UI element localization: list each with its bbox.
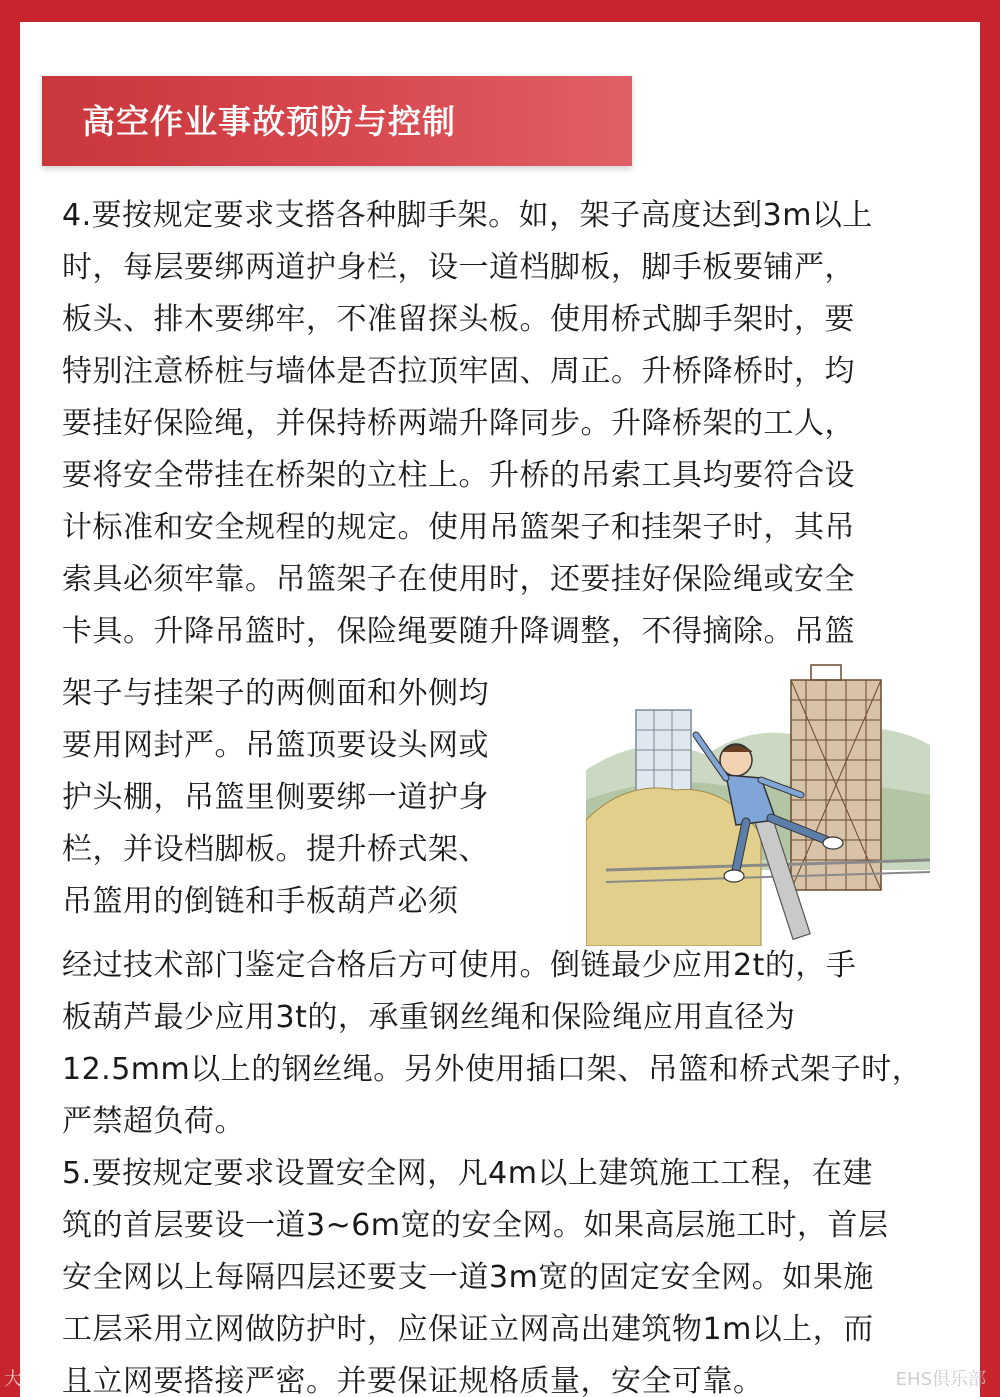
watermark-right: EHS俱乐部: [895, 1369, 986, 1390]
paragraph-text: 架子与挂架子的两侧面和外侧均 要用网封严。吊篮顶要设头网或 护头棚，吊篮里侧要绑一道护身 栏，并设档脚板。提升桥式架、 吊篮用的倒链和手板葫芦必须: [62, 676, 489, 919]
paragraph-text: 4.要按规定要求支搭各种脚手架。如，架子高度达到3m以上 时，每层要绑两道护身栏，设一道档脚板，脚手板要铺严， 板头、排木要绑牢，不准留探头板。使用桥式脚手架时，要 特别注意桥桩与墙体是否拉顶牢固、周正。升桥降桥时，均 要挂好保险绳，并保持桥两端升降同步。升降桥架的工人， 要将安全带挂在桥架的立柱上。升桥的吊索工具均要符合设 计标准和安全规程的规定。使用吊篮架子和挂架子时，其吊 索具必须牢靠。吊篮架子在使用时，还要挂好保险绳或安全 卡具。升降吊篮时，保险绳要随升降调整，不得摘除。吊篮: [62, 198, 873, 649]
scaffold-building-icon: [791, 665, 881, 890]
title-banner: [42, 76, 632, 166]
watermark-left: 大国匠心: [4, 1369, 76, 1390]
paragraph-text: 经过技术部门鉴定合格后方可使用。倒链最少应用2t的，手 板葫芦最少应用3t的，承重钢丝绳和保险绳应用直径为 12.5mm以上的钢丝绳。另外使用插口架、吊篮和桥式架子时， 严禁超负荷。 5.要按规定要求设置安全网，凡4m以上建筑施工工程，在建 筑的首层要设一道3~6m宽的安全网。如果高层施工时，首层 安全网以上每隔四层还要支一道3m宽的固定安全网。如果施 工层采用立网做防护时，应保证立网高出建筑物1m以上，而 且立网要搭接严密。并要保证规格质量，安全可靠。: [62, 948, 923, 1397]
article-card: [20, 22, 980, 1397]
paragraph-scaffolding: [62, 190, 962, 658]
page-title: 高空作业事故预防与控制: [82, 102, 456, 141]
paragraph-safety-net: [62, 940, 974, 1397]
fall-accident-illustration: [586, 660, 930, 946]
paragraph-hanging-basket: [62, 668, 562, 928]
